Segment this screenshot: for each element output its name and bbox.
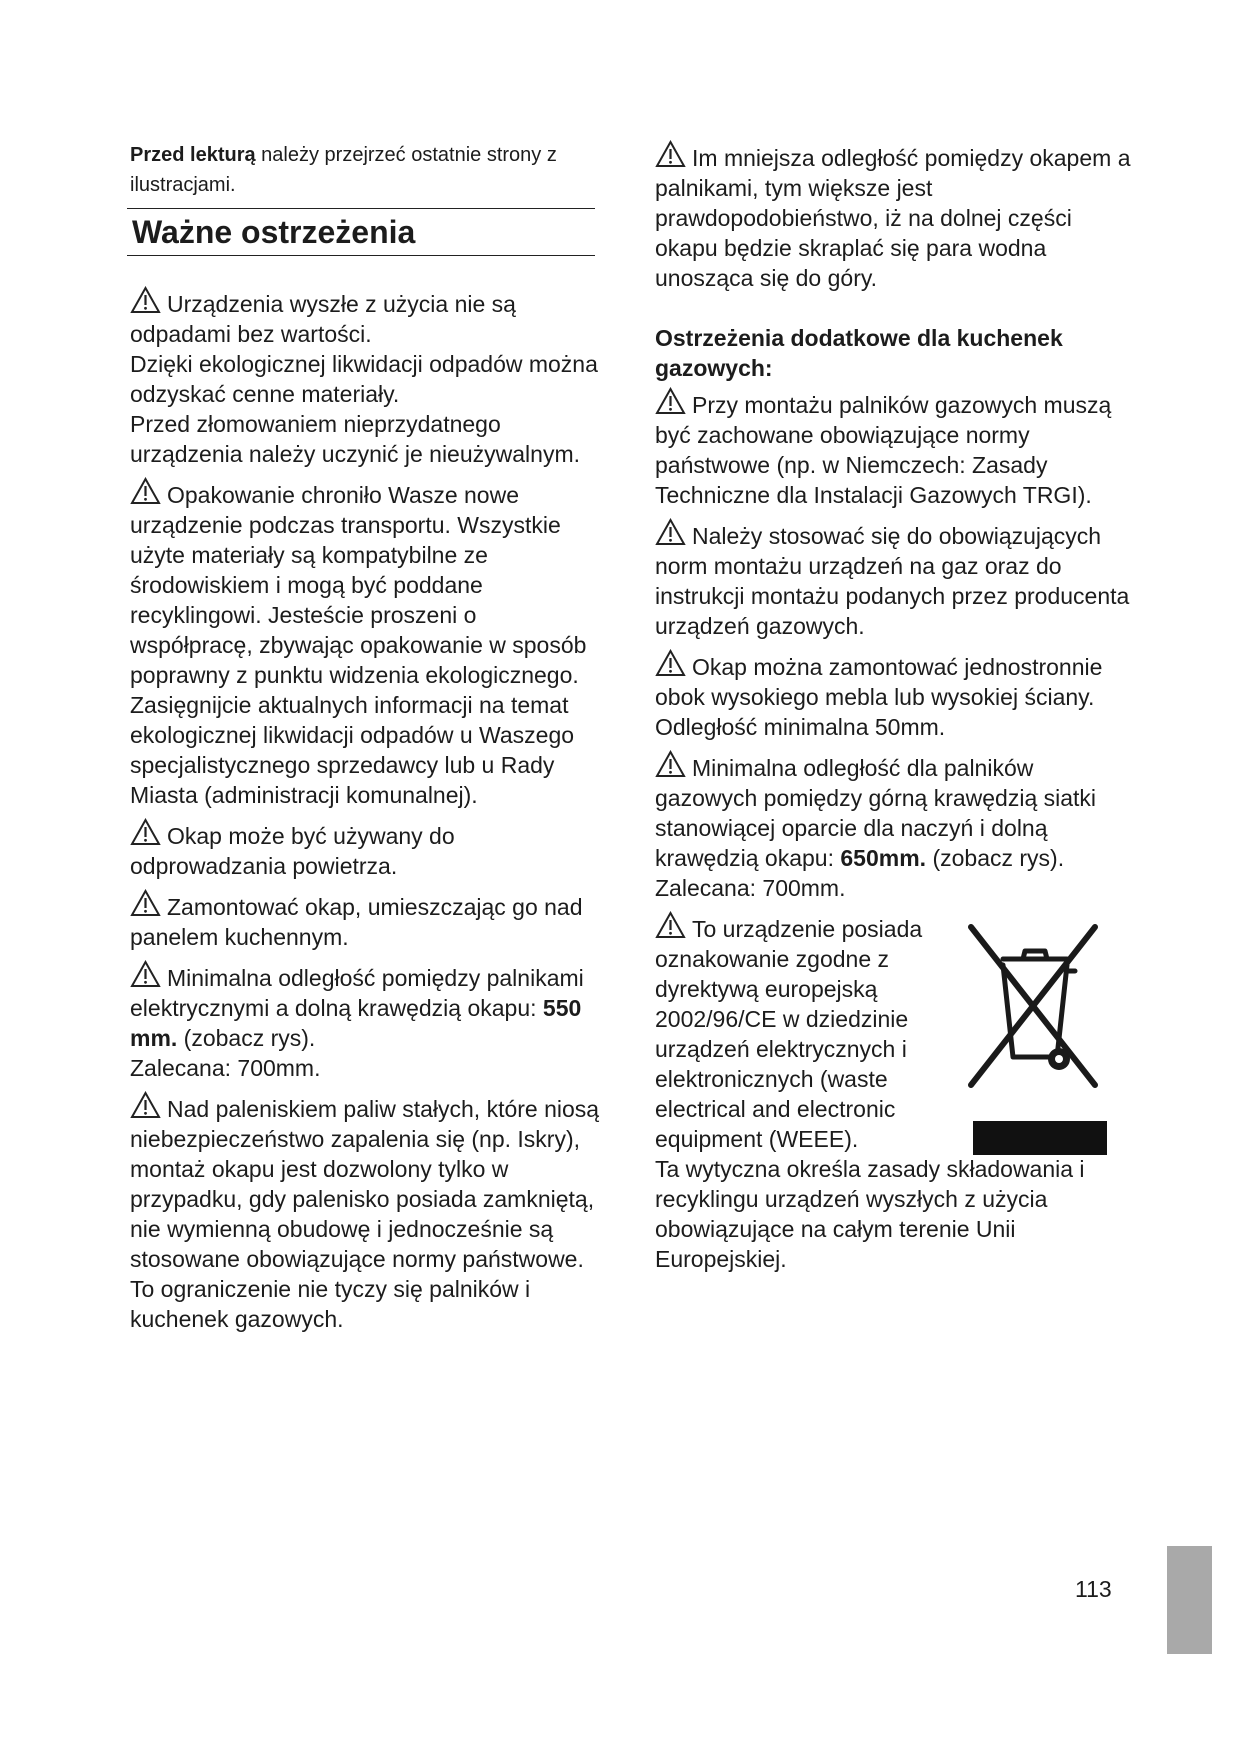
- warning-triangle-icon: [130, 286, 161, 314]
- page-number: 113: [1075, 1576, 1112, 1602]
- warning-gas-instructions-text: Należy stosować się do obowiązujących norm montażu urządzeń na gaz oraz do instrukcji montażu podanych przez producenta urządzeń gazowych.: [655, 523, 1130, 639]
- warning-mounting: [130, 889, 600, 952]
- warning-solid-fuel: [130, 1091, 600, 1274]
- warning-triangle-icon: [655, 518, 686, 546]
- gas-distance-note: (zobacz rys).: [926, 845, 1065, 871]
- electric-distance-value: 550 mm.: [130, 995, 582, 1051]
- paragraph-information: Zasięgnijcie aktualnych informacji na temat ekologicznej likwidacji odpadów u Waszego specjalistycznego sprzedawcy lub u Rady Miasta (administracji komunalnej).: [130, 692, 575, 808]
- warning-triangle-icon: [130, 477, 161, 505]
- intro-bold: Przed lekturą: [130, 144, 256, 166]
- paragraph-recovery: Dzięki ekologicznej likwidacji odpadów można odzyskać cenne materiały.: [130, 351, 598, 407]
- warning-triangle-icon: [130, 1091, 161, 1119]
- paragraph-gas-exception: To ograniczenie nie tyczy się palników i kuchenek gazowych.: [130, 1276, 531, 1332]
- warning-solid-fuel-text: Nad paleniskiem paliw stałych, które niosą niebezpieczeństwo zapalenia się (np. Iskry), montaż okapu jest dozwolony tylko w przypadku, gdy palenisko posiada zamkniętą, nie wymienną obudowę i jednocześnie są stosowane obowiązujące normy państwowe.: [130, 1096, 600, 1272]
- electric-distance-note: (zobacz rys).: [177, 1025, 316, 1051]
- warning-exhaust-text: Okap może być używany do odprowadzania powietrza.: [130, 823, 455, 879]
- right-column: [655, 140, 1135, 1274]
- warning-weee: [655, 911, 935, 1154]
- warning-condensation-text: Im mniejsza odległość pomiędzy okapem a palnikami, tym większe jest prawdopodobieństwo, iż na dolnej części okapu będzie skraplać się para wodna unosząca się do góry.: [655, 145, 1131, 291]
- warning-triangle-icon: [655, 649, 686, 677]
- left-column: [130, 140, 600, 1334]
- recommended-electric: Zalecana: 700mm.: [130, 1055, 321, 1081]
- warning-gas-norms-text: Przy montażu palników gazowych muszą być zachowane obowiązujące normy państwowe (np. w Niemczech: Zasady Techniczne dla Instalacji Gazowych TRGI).: [655, 392, 1112, 508]
- side-tab-marker: [1167, 1546, 1212, 1654]
- warning-disposal: [130, 286, 600, 349]
- warning-electric-distance: [130, 960, 600, 1053]
- warning-triangle-icon: [130, 889, 161, 917]
- gas-warnings-heading: Ostrzeżenia dodatkowe dla kuchenek gazowych:: [655, 325, 1063, 381]
- warning-gas-distance-text: Minimalna odległość dla palników gazowych pomiędzy górną krawędzią siatki stanowiącej oparcie dla naczyń i dolną krawędzią okapu:: [655, 755, 1097, 871]
- warning-gas-distance: [655, 750, 1135, 873]
- warning-triangle-icon: [655, 140, 686, 168]
- warning-triangle-icon: [130, 818, 161, 846]
- warning-gas-norms: [655, 387, 1135, 510]
- warning-triangle-icon: [655, 750, 686, 778]
- gas-distance-value: 650mm.: [840, 845, 927, 871]
- minimum-side-distance: Odległość minimalna 50mm.: [655, 714, 946, 740]
- warning-disposal-text: Urządzenia wyszłe z użycia nie są odpadami bez wartości.: [130, 291, 516, 347]
- warning-packaging-text: Opakowanie chroniło Wasze nowe urządzenie podczas transportu. Wszystkie użyte materiały są kompatybilne ze środowiskiem i mogą być poddane recyklingowi. Jesteście proszeni o współpracę, zbywając opakowanie w sposób poprawny z punktu widzenia ekologicznego.: [130, 482, 587, 688]
- weee-black-bar: [973, 1121, 1107, 1155]
- warning-electric-distance-text: Minimalna odległość pomiędzy palnikami elektrycznymi a dolną krawędzią okapu:: [130, 965, 584, 1021]
- warning-packaging: [130, 477, 600, 690]
- warning-triangle-icon: [130, 960, 161, 988]
- warning-one-sided-text: Okap można zamontować jednostronnie obok wysokiego mebla lub wysokiej ściany.: [655, 654, 1103, 710]
- paragraph-eu-directive: Ta wytyczna określa zasady składowania i recyklingu urządzeń wyszłych z użycia obowiązujące na całym terenie Unii Europejskiej.: [655, 1156, 1085, 1272]
- warning-gas-instructions: [655, 518, 1135, 641]
- crossed-out-wheelie-bin-icon: [963, 919, 1103, 1099]
- intro-text: należy przejrzeć ostatnie strony z ilustracjami.: [130, 144, 557, 196]
- warning-weee-text: To urządzenie posiada oznakowanie zgodne z dyrektywą europejską 2002/96/CE w dziedzinie urządzeń elektrycznych i elektronicznych (waste electrical and electronic equipment (WEEE).: [655, 916, 923, 1152]
- weee-section: [655, 911, 1135, 1154]
- warning-triangle-icon: [655, 911, 686, 939]
- recommended-gas: Zalecana: 700mm.: [655, 875, 846, 901]
- warning-one-sided: [655, 649, 1135, 712]
- intro-note: [130, 140, 600, 200]
- warning-mounting-text: Zamontować okap, umieszczając go nad panelem kuchennym.: [130, 894, 583, 950]
- warning-exhaust: [130, 818, 600, 881]
- section-title: Ważne ostrzeżenia: [132, 214, 416, 250]
- warning-triangle-icon: [655, 387, 686, 415]
- paragraph-scrapping: Przed złomowaniem nieprzydatnego urządzenia należy uczynić je nieużywalnym.: [130, 411, 580, 467]
- warning-condensation: [655, 140, 1135, 293]
